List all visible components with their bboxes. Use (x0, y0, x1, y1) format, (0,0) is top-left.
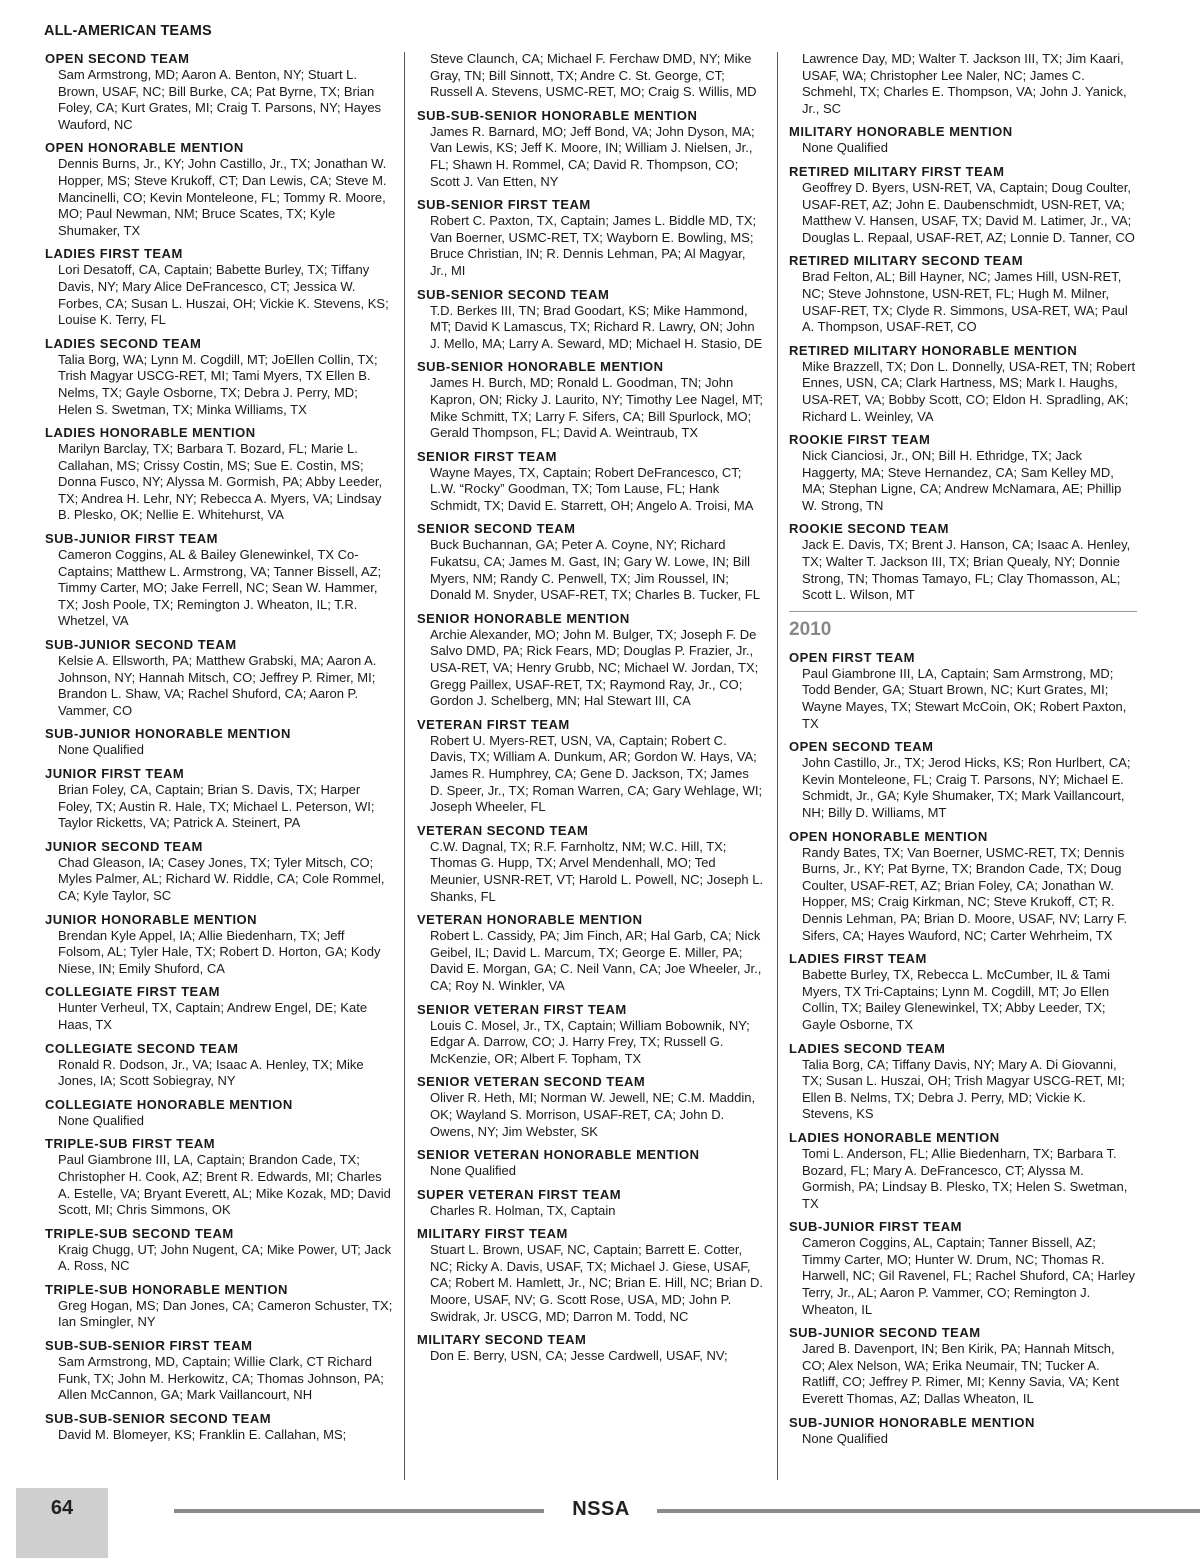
section-body: Sam Armstrong, MD, Captain; Willie Clark, CT Richard Funk, TX; John M. Herkowitz, CA; Thomas Johnson, PA; Allen McCannon, GA; Mark Vaillancourt, NH (58, 1354, 384, 1403)
section-body: Paul Giambrone III, LA, Captain; Brandon Cade, TX; Christopher H. Cook, AZ; Brent R. Edwards, MI; Charles A. Estelle, VA; Bryant Everett, AL; Mike Kozak, MD; David Scott, MI; Chris Simmons, OK (58, 1152, 391, 1218)
section-body: None Qualified (58, 742, 144, 758)
team-section (45, 912, 393, 978)
team-section (45, 336, 393, 418)
column-1 (45, 51, 393, 1450)
section-body: Brian Foley, CA, Captain; Brian S. Davis, TX; Harper Foley, TX; Austin R. Hale, TX; Michael L. Peterson, WI; Taylor Ricketts, VA; Patrick A. Steinert, PA (58, 782, 375, 831)
section-body: None Qualified (58, 1112, 144, 1128)
section-body: Wayne Mayes, TX, Captain; Robert DeFrancesco, CT; L.W. “Rocky” Goodman, TX; Tom Lause, FL; Hank Schmidt, TX; David E. Starrett, OH; Angelo A. Troisi, MA (430, 464, 754, 513)
section-body: John Castillo, Jr., TX; Jerod Hicks, KS; Ron Hurlbert, CA; Kevin Monteleone, FL; Craig T. Parsons, NY; Michael E. Schmidt, Jr., GA; Kyle Shumaker, TX; Mark Vaillancourt, NH; Billy D. Williams, MT (802, 755, 1131, 820)
section-body: Jared B. Davenport, IN; Ben Kirik, PA; Hannah Mitsch, CO; Alex Nelson, WA; Erika Neumair, TN; Tucker A. Ratliff, CO; Jeffrey P. Rimer, MI; Kenny Savia, VA; Kent Everett Thomas, AZ; Dallas Wheaton, IL (802, 1341, 1119, 1407)
team-section (45, 1097, 393, 1130)
section-title: MILITARY HONORABLE MENTION (789, 124, 1013, 140)
team-section (417, 1226, 765, 1325)
section-title: SENIOR VETERAN SECOND TEAM (417, 1074, 646, 1090)
section-title: SUB-SENIOR SECOND TEAM (417, 286, 610, 302)
team-section (417, 521, 765, 603)
column-3-part-a (789, 124, 1137, 603)
team-section (789, 951, 1137, 1033)
section-body: Archie Alexander, MO; John M. Bulger, TX; Joseph F. De Salvo DMD, PA; Rick Fears, MD; Douglas P. Frazier, Jr., USA-RET, VA; Henry Grubb, NC; Michael W. Jordan, TX; Gregg Paillex, USAF-RET, TX; Raymond Ray, Jr., CO; Gordon J. Schelberg, MN; Hal Stewart III, CA (430, 626, 759, 709)
section-body: Chad Gleason, IA; Casey Jones, TX; Tyler Mitsch, CO; Myles Palmer, AL; Richard W. Riddle, CA; Cole Rommel, CA; Kyle Taylor, SC (58, 854, 385, 903)
section-title: OPEN HONORABLE MENTION (789, 828, 988, 844)
section-body: None Qualified (802, 1430, 888, 1446)
team-section (789, 650, 1137, 732)
year-divider (789, 611, 1137, 612)
column-3-part-b (789, 650, 1137, 1447)
team-section (45, 766, 393, 832)
section-body: Mike Brazzell, TX; Don L. Donnelly, USA-RET, TN; Robert Ennes, USN, CA; Clark Hartness, MS; Mark I. Haughs, USA-RET, VA; Bobby Scott, CO; Eldon H. Spradling, AK; Richard L. Weinley, VA (802, 358, 1136, 424)
team-section (789, 1219, 1137, 1318)
section-body: Cameron Coggins, AL & Bailey Glenewinkel, TX Co-Captains; Matthew L. Armstrong, VA; Tanner Bissell, AZ; Timmy Carter, MO; Jake Ferrell, NC; Sean W. Hammer, TX; Josh Poole, TX; Remington J. Wheaton, IL; T.R. Whetzel, VA (58, 547, 382, 629)
section-body: Cameron Coggins, AL, Captain; Tanner Bissell, AZ; Timmy Carter, MO; Hunter W. Drum, NC; Thomas R. Harwell, NC; Gil Ravenel, FL; Rachel Shuford, CA; Harley Terry, Jr., AL; Aaron P. Vammer, CO; Remington J. Wheaton, IL (802, 1235, 1136, 1317)
section-title: LADIES FIRST TEAM (789, 951, 927, 967)
team-section (45, 425, 393, 524)
section-body: Talia Borg, CA; Tiffany Davis, NY; Mary A. Di Giovanni, TX; Susan L. Huszai, OH; Trish Magyar USCG-RET, MI; Ellen B. Nelms, TX; Debra J. Perry, MD; Vickie K. Stevens, KS (802, 1056, 1125, 1122)
section-title: SENIOR VETERAN FIRST TEAM (417, 1001, 627, 1017)
team-section (789, 1325, 1137, 1407)
team-section (45, 51, 393, 133)
continued-section (417, 51, 765, 101)
section-body: Brad Felton, AL; Bill Hayner, NC; James Hill, USN-RET, NC; Steve Johnstone, USN-RET, FL; Hugh M. Milner, USAF-RET, TX; Clyde R. Simmons, USA-RET, WA; Paul A. Thompson, USAF-RET, CO (802, 269, 1128, 335)
section-title: SUB-JUNIOR FIRST TEAM (789, 1219, 962, 1235)
team-section (45, 1041, 393, 1090)
section-title: MILITARY SECOND TEAM (417, 1332, 587, 1348)
section-title: VETERAN FIRST TEAM (417, 716, 570, 732)
column-3 (789, 51, 1137, 1454)
section-body: David M. Blomeyer, KS; Franklin E. Callahan, MS; (58, 1426, 347, 1442)
section-title: RETIRED MILITARY FIRST TEAM (789, 163, 1005, 179)
page-number: 64 (50, 1497, 74, 1519)
section-title: SUB-JUNIOR HONORABLE MENTION (45, 726, 291, 742)
section-title: RETIRED MILITARY SECOND TEAM (789, 253, 1024, 269)
section-body: Lawrence Day, MD; Walter T. Jackson III, TX; Jim Kaari, USAF, WA; Christopher Lee Naler, NC; James C. Schmehl, TX; Charles E. Thompson, VA; John J. Yanick, Jr., SC (802, 51, 1127, 116)
section-title: VETERAN HONORABLE MENTION (417, 912, 643, 928)
section-body: C.W. Dagnal, TX; R.F. Farnholtz, NM; W.C. Hill, TX; Thomas G. Hupp, TX; Arvel Mendenhall, MO; Ted Meunier, USNR-RET, VT; Harold L. Powell, NC; Joseph L. Shanks, FL (430, 838, 764, 904)
team-section (45, 1338, 393, 1404)
section-title: OPEN HONORABLE MENTION (45, 140, 244, 156)
column-divider (404, 52, 405, 1480)
section-body: Randy Bates, TX; Van Boerner, USMC-RET, TX; Dennis Burns, Jr., KY; Pat Byrne, TX; Brandon Cade, TX; Doug Coulter, USAF-RET, AZ; Brian Foley, CA; Jonathan W. Hopper, MS; Craig Kirkman, NC; Steve Krukoff, CT; R. Dennis Lehman, PA; Brian D. Moore, USAF, NV; Larry F. Sifers, CA; Hayes Wauford, NC; Carter Wehrheim, TX (802, 844, 1128, 943)
section-title: SUB-JUNIOR HONORABLE MENTION (789, 1414, 1035, 1430)
section-body: Kraig Chugg, UT; John Nugent, CA; Mike Power, UT; Jack A. Ross, NC (58, 1241, 392, 1274)
team-section (417, 1187, 765, 1220)
team-section (417, 287, 765, 353)
team-section (417, 912, 765, 994)
section-body: James H. Burch, MD; Ronald L. Goodman, TN; John Kapron, ON; Ricky J. Laurito, NY; Timothy Lee Nagel, MT; Mike Schmitt, TX; Larry F. Sifers, CA; Bill Spurlock, MO; Gerald Thompson, FL; David A. Weintraub, TX (430, 375, 763, 441)
team-section (45, 839, 393, 905)
team-section (45, 637, 393, 719)
section-body: None Qualified (430, 1163, 516, 1179)
section-body: Tomi L. Anderson, FL; Allie Biedenharn, TX; Barbara T. Bozard, FL; Mary A. DeFrancesco, CT; Alyssa M. Gormish, PA; Lindsay B. Plesko, TX; Helen S. Swetman, TX (802, 1145, 1128, 1211)
page-heading: ALL-AMERICAN TEAMS (44, 23, 212, 39)
section-title: VETERAN SECOND TEAM (417, 822, 589, 838)
team-section (417, 197, 765, 279)
section-body: Brendan Kyle Appel, IA; Allie Biedenharn, TX; Jeff Folsom, AL; Tyler Hale, TX; Robert D. Horton, GA; Kody Niese, IN; Emily Shuford, CA (58, 927, 381, 976)
section-title: JUNIOR FIRST TEAM (45, 766, 185, 781)
team-section (789, 1415, 1137, 1448)
section-title: SUB-SUB-SENIOR HONORABLE MENTION (417, 107, 698, 123)
column-divider (777, 52, 778, 1480)
section-title: JUNIOR SECOND TEAM (45, 838, 203, 854)
section-body: Talia Borg, WA; Lynn M. Cogdill, MT; JoEllen Collin, TX; Trish Magyar USCG-RET, MI; Tami Myers, TX Ellen B. Nelms, TX; Gayle Osborne, TX; Debra J. Perry, MD; Helen S. Swetman, TX; Minka Williams, TX (58, 351, 378, 417)
section-body: Buck Buchannan, GA; Peter A. Coyne, NY; Richard Fukatsu, CA; James M. Gast, IN; Gary W. Lowe, IN; Bill Myers, NM; Randy C. Penwell, TX; Jim Roussel, IN; Donald M. Snyder, USAF-RET, TX; Charles B. Tucker, FL (430, 537, 760, 603)
section-body: Nick Cianciosi, Jr., ON; Bill H. Ethridge, TX; Jack Haggerty, MA; Steve Hernandez, CA; Sam Kelley MD, MA; Stephan Ligne, CA; Andrew McNamara, AE; Phillip W. Strong, TN (802, 448, 1122, 513)
section-title: OPEN SECOND TEAM (45, 51, 190, 66)
section-title: SUB-SUB-SENIOR FIRST TEAM (45, 1338, 253, 1354)
section-body: Louis C. Mosel, Jr., TX, Captain; William Bobownik, NY; Edgar A. Darrow, CO; J. Harry Frey, TX; Russell G. McKenzie, OR; Albert F. Topham, TX (430, 1017, 750, 1066)
section-title: COLLEGIATE HONORABLE MENTION (45, 1096, 293, 1112)
team-section (417, 359, 765, 441)
section-title: LADIES FIRST TEAM (45, 246, 183, 262)
team-section (417, 1332, 765, 1365)
section-title: SUB-SUB-SENIOR SECOND TEAM (45, 1410, 272, 1426)
section-title: TRIPLE-SUB SECOND TEAM (45, 1225, 234, 1241)
section-title: COLLEGIATE SECOND TEAM (45, 1040, 239, 1056)
continued-section (789, 51, 1137, 117)
section-body: Jack E. Davis, TX; Brent J. Hanson, CA; Isaac A. Henley, TX; Walter T. Jackson III, TX; Brian Quealy, NY; Donnie Strong, TN; Thomas Tamayo, FL; Clay Thomasson, AL; Scott L. Wilson, MT (802, 537, 1131, 603)
team-section (417, 823, 765, 905)
team-section (417, 449, 765, 515)
team-section (417, 611, 765, 710)
section-title: TRIPLE-SUB HONORABLE MENTION (45, 1281, 288, 1297)
section-body: Hunter Verheul, TX, Captain; Andrew Engel, DE; Kate Haas, TX (58, 1000, 368, 1032)
year-heading: 2010 (789, 618, 832, 640)
column-2 (417, 51, 765, 1372)
team-section (45, 1282, 393, 1331)
section-title: SUB-JUNIOR SECOND TEAM (45, 637, 237, 653)
section-title: LADIES SECOND TEAM (789, 1040, 946, 1056)
team-section (789, 1041, 1137, 1123)
section-body: Robert C. Paxton, TX, Captain; James L. Biddle MD, TX; Van Boerner, USMC-RET, TX; Wayborn E. Bowling, MS; Bruce Christian, IN; R. Dennis Lehman, PA; Al Magyar, Jr., MI (430, 213, 757, 278)
section-title: SENIOR HONORABLE MENTION (417, 610, 630, 626)
section-body: Paul Giambrone III, LA, Captain; Sam Armstrong, MD; Todd Bender, GA; Stuart Brown, NC; Kurt Grates, MI; Wayne Mayes, TX; Stewart McCoin, OK; Robert Paxton, TX (802, 665, 1127, 731)
section-title: LADIES HONORABLE MENTION (789, 1129, 1000, 1145)
section-body: Babette Burley, TX, Rebecca L. McCumber, IL & Tami Myers, TX Tri-Captains; Lynn M. Cogdill, MT; Jo Ellen Collin, TX; Bailey Glenewinkel, TX; Abby Leeder, TX; Gayle Osborne, TX (802, 967, 1111, 1032)
section-body: Kelsie A. Ellsworth, PA; Matthew Grabski, MA; Aaron A. Johnson, NY; Hannah Mitsch, CO; Jeffrey P. Rimer, MI; Brandon L. Shaw, VA; Rachel Shuford, CA; Aaron P. Vammer, CO (58, 653, 377, 718)
team-section (789, 432, 1137, 514)
section-title: ROOKIE FIRST TEAM (789, 432, 931, 448)
section-body: Robert U. Myers-RET, USN, VA, Captain; Robert C. Davis, TX; William A. Dunkum, AR; Gordon W. Hays, VA; James R. Humphrey, CA; Gene D. Jackson, TX; James D. Speer, Jr., TX; Roman Warren, CA; Gary Wehlage, WI; Joseph Wheeler, FL (430, 732, 763, 815)
section-body: Dennis Burns, Jr., KY; John Castillo, Jr., TX; Jonathan W. Hopper, MS; Steve Krukoff, CT; Dan Lewis, CA; Steve M. Mancinelli, CO; Kevin Monteleone, FL; Tommy R. Moore, MO; Paul Newman, NM; Bruce Scates, TX; Kyle Shumaker, TX (58, 156, 387, 238)
footer-rule-left (174, 1509, 544, 1513)
section-body: James R. Barnard, MO; Jeff Bond, VA; John Dyson, MA; Van Lewis, KS; Jeff K. Moore, IN; William J. Nielsen, Jr., FL; Shawn H. Rommel, CA; David R. Thompson, CO; Scott J. Van Etten, NY (430, 123, 755, 189)
section-body: T.D. Berkes III, TN; Brad Goodart, KS; Mike Hammond, MT; David K Lamascus, TX; Richard R. Lawry, ON; John J. Mello, MA; Larry A. Seward, MD; Michael H. Stasio, DE (430, 302, 763, 351)
team-section (45, 1411, 393, 1444)
section-body: Charles R. Holman, TX, Captain (430, 1202, 616, 1218)
section-body: Robert L. Cassidy, PA; Jim Finch, AR; Hal Garb, CA; Nick Geibel, IL; David L. Marcum, TX; George E. Miller, PA; David E. Morgan, GA; C. Neil Vann, CA; Joe Wheeler, Jr., CA; Roy N. Winkler, VA (430, 928, 762, 993)
section-title: LADIES HONORABLE MENTION (45, 425, 256, 441)
team-section (45, 1136, 393, 1218)
section-title: SUB-SENIOR FIRST TEAM (417, 197, 591, 213)
section-body: Oliver R. Heth, MI; Norman W. Jewell, NE; C.M. Maddin, OK; Wayland S. Morrison, USAF-RET, CA; John D. Owens, NY; Jim Webster, SK (430, 1090, 756, 1139)
section-title: MILITARY FIRST TEAM (417, 1226, 568, 1242)
team-section (417, 1147, 765, 1180)
section-body: Geoffrey D. Byers, USN-RET, VA, Captain; Doug Coulter, USAF-RET, AZ; John E. Daubenschmidt, USN-RET, VA; Matthew V. Hansen, USAF, TX; David M. Latimer, Jr., VA; Douglas L. Repaal, USAF-RET, AZ; Lonnie D. Tanner, CO (802, 179, 1135, 245)
section-title: TRIPLE-SUB FIRST TEAM (45, 1136, 216, 1152)
team-section (789, 521, 1137, 603)
footer-brand: NSSA (572, 1498, 630, 1520)
team-section (789, 124, 1137, 157)
section-title: COLLEGIATE FIRST TEAM (45, 984, 220, 1000)
section-body: Don E. Berry, USN, CA; Jesse Cardwell, USAF, NV; (430, 1348, 728, 1364)
team-section (789, 829, 1137, 945)
team-section (45, 1226, 393, 1275)
section-body: None Qualified (802, 140, 888, 156)
section-title: SENIOR FIRST TEAM (417, 448, 557, 464)
section-title: RETIRED MILITARY HONORABLE MENTION (789, 342, 1078, 358)
section-title: SENIOR VETERAN HONORABLE MENTION (417, 1147, 700, 1163)
team-section (789, 343, 1137, 425)
section-title: SENIOR SECOND TEAM (417, 521, 576, 537)
section-title: SUB-JUNIOR FIRST TEAM (45, 531, 218, 547)
section-body: Lori Desatoff, CA, Captain; Babette Burley, TX; Tiffany Davis, NY; Mary Alice DeFrancesco, CT; Jessica W. Forbes, CA; Susan L. Huszai, OH; Vickie K. Stevens, KS; Louise K. Terry, FL (58, 262, 389, 328)
section-title: SUB-SENIOR HONORABLE MENTION (417, 359, 664, 375)
section-title: LADIES SECOND TEAM (45, 335, 202, 351)
section-title: SUPER VETERAN FIRST TEAM (417, 1186, 622, 1202)
team-section (789, 164, 1137, 246)
section-title: OPEN FIRST TEAM (789, 649, 915, 665)
section-body: Marilyn Barclay, TX; Barbara T. Bozard, FL; Marie L. Callahan, MS; Crissy Costin, MS; Sue E. Costin, MS; Donna Fusco, NY; Alyssa M. Gormish, PA; Abby Leeder, TX; Andrea H. Lehr, NY; Rebecca A. Myers, VA; Lindsay B. Plesko, OK; Nellie E. Whitehurst, VA (58, 441, 383, 523)
team-section (417, 108, 765, 190)
section-body: Ronald R. Dodson, Jr., VA; Isaac A. Henley, TX; Mike Jones, IA; Scott Sobiegray, NY (58, 1056, 364, 1089)
team-section (45, 984, 393, 1033)
footer-rule-right (657, 1509, 1200, 1513)
team-section (789, 253, 1137, 335)
team-section (45, 531, 393, 630)
section-body: Greg Hogan, MS; Dan Jones, CA; Cameron Schuster, TX; Ian Smingler, NY (58, 1297, 393, 1330)
section-title: JUNIOR HONORABLE MENTION (45, 911, 258, 927)
team-section (45, 246, 393, 328)
section-body: Sam Armstrong, MD; Aaron A. Benton, NY; Stuart L. Brown, USAF, NC; Bill Burke, CA; Pat Byrne, TX; Brian Foley, CA; Kurt Grates, MI; Craig T. Parsons, NY; Hayes Wauford, NC (58, 67, 382, 132)
team-section (789, 1130, 1137, 1212)
section-title: ROOKIE SECOND TEAM (789, 521, 949, 537)
team-section (417, 1074, 765, 1140)
section-title: SUB-JUNIOR SECOND TEAM (789, 1325, 981, 1341)
team-section (45, 140, 393, 239)
team-section (417, 717, 765, 816)
section-title: OPEN SECOND TEAM (789, 739, 934, 755)
team-section (789, 739, 1137, 821)
team-section (417, 1002, 765, 1068)
team-section (45, 726, 393, 759)
section-body: Steve Claunch, CA; Michael F. Ferchaw DMD, NY; Mike Gray, TN; Bill Sinnott, TX; Andre C. St. George, CT; Russell A. Stevens, USMC-RET, MO; Craig S. Willis, MD (430, 51, 757, 100)
section-body: Stuart L. Brown, USAF, NC, Captain; Barrett E. Cotter, NC; Ricky A. Davis, USAF, TX; Michael J. Giese, USAF, CA; Robert M. Hamlett, Jr., NC; Brian E. Hill, NC; Brian D. Moore, USAF, NV; G. Scott Rose, USA, MD; John P. Swidrak, Jr. USCG, MD; Darron M. Todd, NC (430, 1242, 764, 1324)
